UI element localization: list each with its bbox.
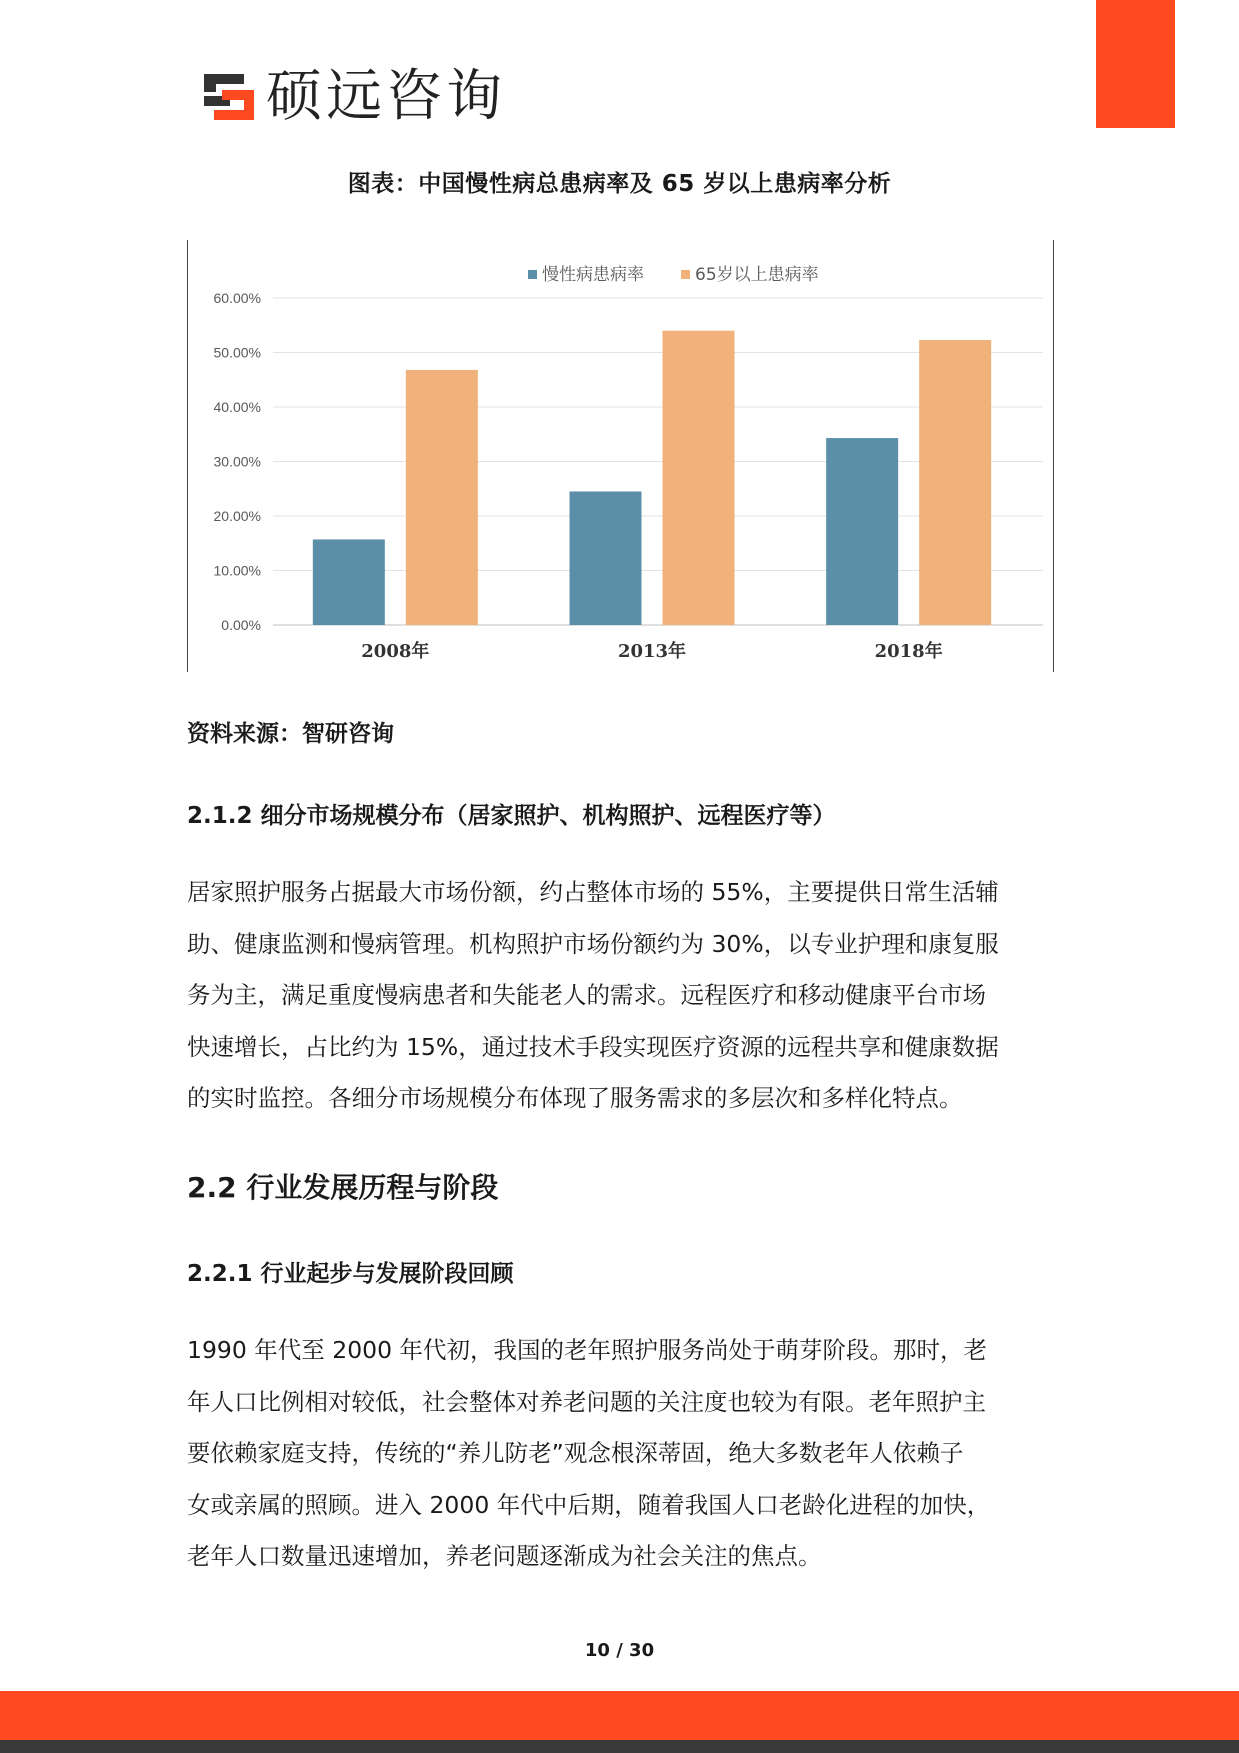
bar-chronic-rate [826,438,898,625]
bar-over65-rate [663,331,735,625]
y-tick-label: 20.00% [213,508,261,524]
legend-label: 65岁以上患病率 [695,265,819,285]
footer-accent-bar [0,1691,1239,1740]
x-tick-label: 2018年 [874,641,943,662]
bar-chart [188,240,1053,672]
paragraph-industry-history [187,1325,1055,1583]
logo-mark-icon [200,68,258,126]
section-heading-2-2-1: 2.2.1 行业起步与发展阶段回顾 [187,1261,514,1287]
paragraph-market-segments-line: 居家照护服务占据最大市场份额，约占整体市场的 55%，主要提供日常生活辅 [187,878,999,906]
y-tick-label: 60.00% [213,290,261,306]
bar-chronic-rate [570,491,642,625]
bar-over65-rate [406,370,478,625]
paragraph-market-segments-line: 快速增长，占比约为 15%，通过技术手段实现医疗资源的远程共享和健康数据 [187,1032,999,1061]
source-note: 资料来源：智研咨询 [187,721,394,747]
footer-dark-bar [0,1740,1239,1753]
paragraph-industry-history-line: 老年人口数量迅速增加，养老问题逐渐成为社会关注的焦点。 [187,1542,822,1570]
legend-swatch [528,270,537,279]
y-tick-label: 30.00% [213,453,261,470]
paragraph-industry-history-line: 1990 年代至 2000 年代初，我国的老年照护服务尚处于萌芽阶段。那时，老 [187,1336,988,1364]
paragraph-market-segments-line: 的实时监控。各细分市场规模分布体现了服务需求的多层次和多样化特点。 [187,1084,963,1112]
y-tick-label: 40.00% [213,399,261,415]
paragraph-industry-history-line: 年人口比例相对较低，社会整体对养老问题的关注度也较为有限。老年照护主 [187,1387,986,1416]
paragraph-market-segments-line: 助、健康监测和慢病管理。机构照护市场份额约为 30%，以专业护理和康复服 [187,929,999,958]
brand-logo [200,64,506,129]
chart-title: 图表：中国慢性病总患病率及 65 岁以上患病率分析 [347,171,892,197]
x-tick-label: 2013年 [617,641,687,662]
section-heading-2-1-2: 2.1.2 细分市场规模分布（居家照护、机构照护、远程医疗等） [187,803,836,829]
bar-chronic-rate [313,539,385,625]
y-tick-label: 10.00% [213,562,261,579]
brand-name: 硕远咨询 [266,64,506,129]
corner-accent-block [1096,0,1175,128]
paragraph-industry-history-line: 女或亲属的照顾。进入 2000 年代中后期，随着我国人口老龄化进程的加快， [187,1490,991,1519]
chart-container [187,240,1054,672]
legend-label: 慢性病患病率 [542,265,644,285]
paragraph-market-segments-line: 务为主，满足重度慢病患者和失能老人的需求。远程医疗和移动健康平台市场 [187,981,986,1009]
x-tick-label: 2008年 [361,641,430,662]
bar-over65-rate [919,340,991,625]
section-heading-2-2: 2.2 行业发展历程与阶段 [187,1171,499,1204]
legend-swatch [681,270,690,279]
paragraph-industry-history-line: 要依赖家庭支持，传统的“养儿防老”观念根深蒂固，绝大多数老年人依赖子 [187,1439,964,1467]
paragraph-market-segments [187,867,1055,1125]
y-tick-label: 50.00% [213,344,261,361]
page-number: 10 / 30 [584,1640,655,1661]
y-tick-label: 0.00% [221,617,261,633]
